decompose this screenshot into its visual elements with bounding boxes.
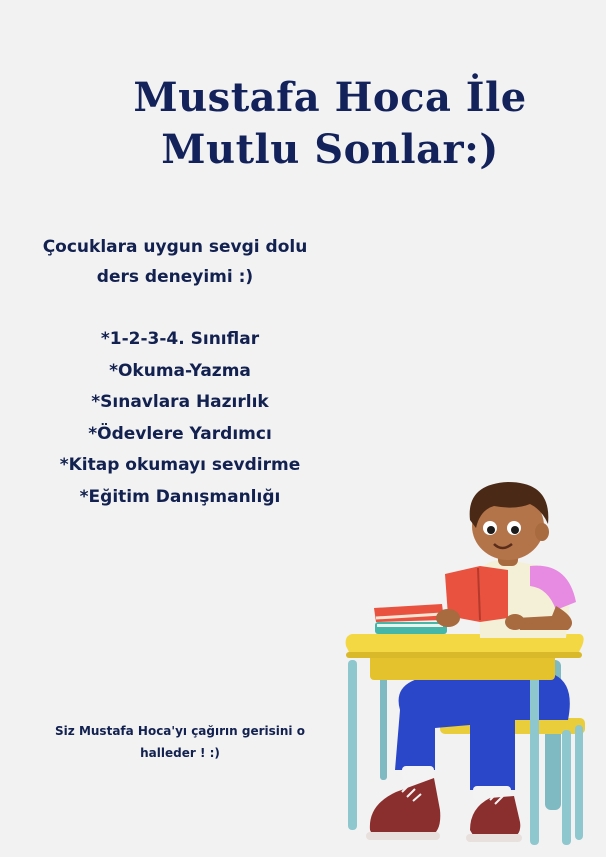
service-item: *Sınavlara Hazırlık	[91, 392, 269, 412]
title-line-1: Mustafa Hoca İle	[133, 74, 527, 121]
book-stack	[374, 604, 444, 622]
service-item: *Ödevlere Yardımcı	[88, 423, 272, 444]
intro-text	[20, 232, 330, 292]
footer-note	[20, 720, 340, 764]
desk-leg	[530, 660, 539, 845]
footer-line-2: halleder ! :)	[140, 746, 220, 760]
student-reading-at-desk-illustration	[330, 470, 606, 857]
book-stack	[375, 622, 447, 634]
service-item: *Kitap okumayı sevdirme	[59, 455, 301, 475]
footer-line-1: Siz Mustafa Hoca'yı çağırın gerisini o	[55, 724, 305, 738]
service-item: *1-2-3-4. Sınıflar	[100, 329, 260, 349]
hand	[436, 609, 460, 627]
chair-leg	[575, 725, 583, 840]
intro-line-2: ders deneyimi :)	[96, 267, 254, 287]
desk-edge	[346, 652, 582, 658]
title-line-2: Mutlu Sonlar:)	[161, 126, 499, 173]
book-pages	[377, 624, 443, 627]
service-item: *Okuma-Yazma	[109, 360, 251, 381]
sock	[402, 766, 434, 780]
pupil	[487, 526, 495, 534]
pupil	[511, 526, 519, 534]
service-item: *Eğitim Danışmanlığı	[79, 486, 281, 507]
shoe	[370, 778, 440, 838]
shoe-sole	[366, 832, 440, 840]
chair-leg	[562, 730, 571, 845]
ear	[535, 523, 549, 541]
shoe-sole	[466, 834, 522, 842]
services-list	[10, 324, 350, 513]
hand	[505, 614, 525, 630]
desk-leg	[348, 660, 357, 830]
page-title	[60, 72, 600, 176]
intro-line-1: Çocuklara uygun sevgi dolu	[42, 237, 308, 257]
